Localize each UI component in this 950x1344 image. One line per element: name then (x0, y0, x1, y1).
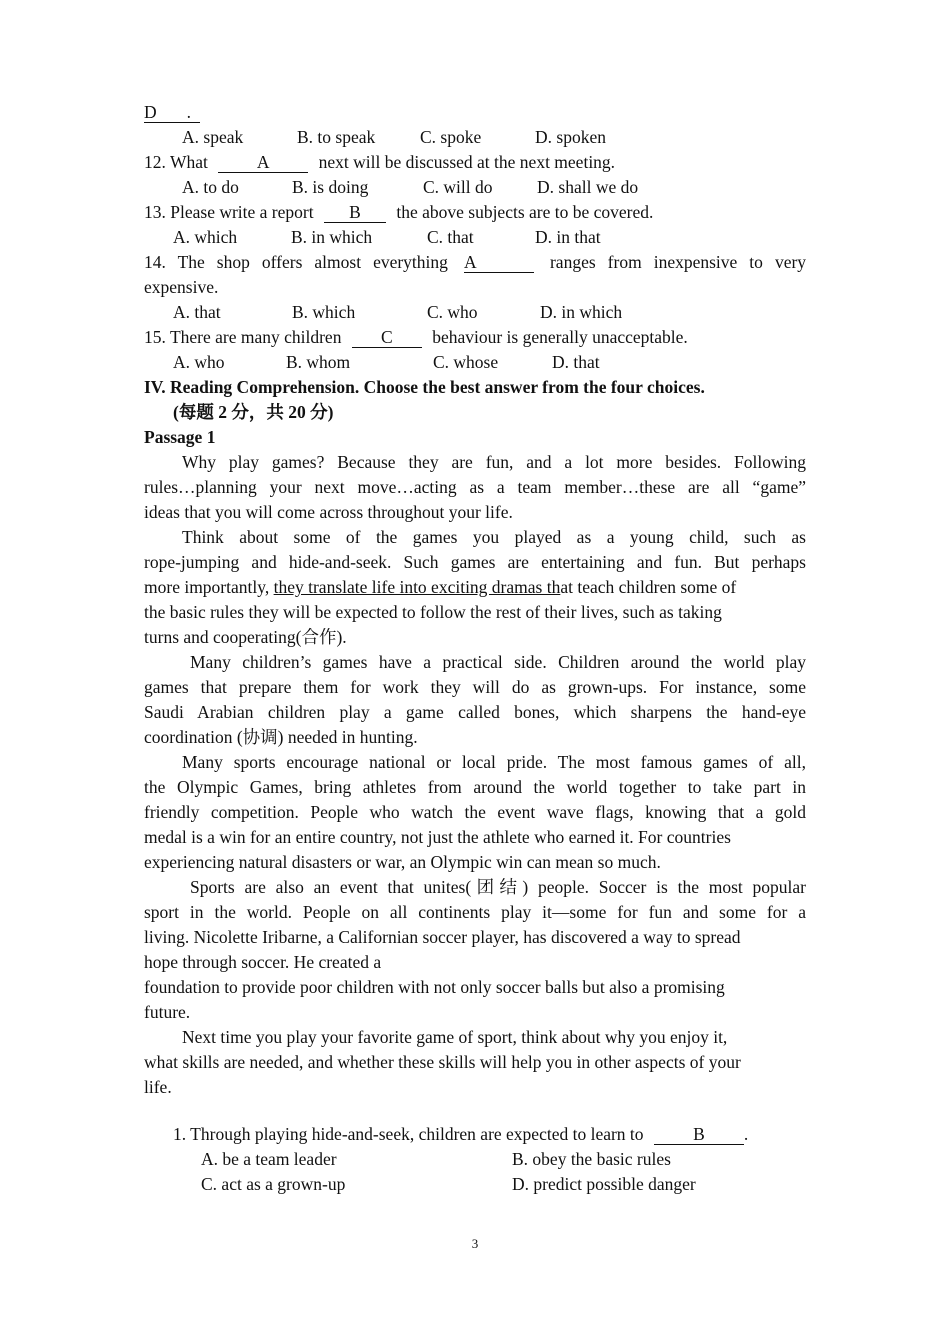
text-span: more importantly, (144, 577, 274, 597)
passage-line: friendly competition. People who watch the event wave flags, knowing that a gold (144, 802, 806, 822)
passage-line: Think about some of the games you played as a young child, such as (182, 527, 806, 547)
question-text: Please write a report (170, 202, 314, 222)
passage-line: living. Nicolette Iribarne, a Californian soccer player, has discovered a way to spread (144, 927, 741, 947)
answer-blank: C (352, 327, 422, 348)
question-text: 1. Through playing hide-and-seek, children are expected to learn to (173, 1124, 644, 1144)
option: A. which (173, 227, 238, 247)
passage-line: sport in the world. People on all continents play it—some for fun and some for a (144, 902, 806, 922)
passage-line: coordination (协调) needed in hunting. (144, 727, 418, 747)
option: C. act as a grown-up (201, 1174, 346, 1194)
passage-line: life. (144, 1077, 172, 1097)
question-text: The shop offers almost everything (177, 252, 448, 272)
option: B. is doing (292, 177, 369, 197)
section-heading: IV. Reading Comprehension. Choose the best answer from the four choices. (144, 377, 705, 397)
q11-answer-line (144, 100, 200, 125)
option: B. in which (291, 227, 373, 247)
option: D. shall we do (537, 177, 639, 197)
option: A. that (173, 302, 221, 322)
answer-blank: A (218, 152, 308, 173)
answer-blank: B (324, 202, 386, 223)
passage-line (144, 575, 736, 600)
option: B. which (292, 302, 356, 322)
passage-line: Sports are also an event that unites(团结) people. Soccer is the most popular (190, 877, 806, 897)
passage-line: Many children’s games have a practical side. Children around the world play (190, 652, 806, 672)
option: D. in which (540, 302, 623, 322)
answer-blank: A (464, 252, 534, 273)
passage-line: what skills are needed, and whether these skills will help you in other aspects of your (144, 1052, 741, 1072)
passage-line: Saudi Arabian children play a game called bones, which sharpens the hand-eye (144, 702, 806, 722)
question-text: What (169, 152, 208, 172)
passage-line: hope through soccer. He created a (144, 952, 382, 972)
question-15 (144, 325, 688, 350)
option: A. who (173, 352, 225, 372)
option: C. that (427, 227, 474, 247)
question-14-continuation: expensive. (144, 277, 219, 297)
question-14 (144, 250, 806, 275)
passage-line: the basic rules they will be expected to follow the rest of their lives, such as taking (144, 602, 722, 622)
rc-question-1 (173, 1122, 748, 1147)
question-number: 14. (144, 252, 166, 272)
option: A. be a team leader (201, 1149, 337, 1169)
option: C. who (427, 302, 478, 322)
question-text: behaviour is generally unacceptable. (432, 327, 688, 347)
question-text: the above subjects are to be covered. (396, 202, 654, 222)
passage-line: Why play games? Because they are fun, and a lot more besides. Following (182, 452, 806, 472)
passage-line: rope-jumping and hide-and-seek. Such games are entertaining and fun. But perhaps (144, 552, 806, 572)
passage-title: Passage 1 (144, 427, 216, 447)
passage-line: turns and cooperating(合作). (144, 627, 347, 647)
text-span: at teach children some of (560, 577, 737, 597)
question-text: next will be discussed at the next meeting. (318, 152, 616, 172)
option: D. in that (535, 227, 601, 247)
option: D. that (552, 352, 600, 372)
question-number: 12. (144, 152, 166, 172)
question-number: 13. (144, 202, 166, 222)
question-12 (144, 150, 615, 175)
passage-line: rules…planning your next move…acting as a team member…these are all “game” (144, 477, 806, 497)
text-span: . (743, 1124, 749, 1144)
question-number: 15. (144, 327, 166, 347)
passage-line: medal is a win for an entire country, not just the athlete who earned it. For countries (144, 827, 731, 847)
passage-line: experiencing natural disasters or war, an Olympic win can mean so much. (144, 852, 661, 872)
option: D. predict possible danger (512, 1174, 696, 1194)
question-13 (144, 200, 653, 225)
question-text: ranges from inexpensive to very (549, 252, 807, 272)
option: C. spoke (420, 127, 482, 147)
passage-line: games that prepare them for work they will do as grown-ups. For instance, some (144, 677, 806, 697)
option: B. whom (286, 352, 351, 372)
passage-line: ideas that you will come across throughout your life. (144, 502, 513, 522)
passage-line: Many sports encourage national or local pride. The most famous games of all, (182, 752, 806, 772)
option: A. speak (182, 127, 244, 147)
option: C. will do (423, 177, 493, 197)
question-text: There are many children (169, 327, 342, 347)
passage-line: Next time you play your favorite game of sport, think about why you enjoy it, (182, 1027, 728, 1047)
option: C. whose (433, 352, 499, 372)
passage-line: future. (144, 1002, 191, 1022)
answer-blank: B (654, 1124, 744, 1145)
option: B. obey the basic rules (512, 1149, 671, 1169)
option: D. spoken (535, 127, 606, 147)
option: B. to speak (297, 127, 376, 147)
passage-line: the Olympic Games, bring athletes from around the world together to take part in (144, 777, 806, 797)
option: A. to do (182, 177, 239, 197)
page-number: 3 (471, 1236, 479, 1251)
answer-blank: D . (144, 102, 200, 123)
section-score: (每题 2 分，共 20 分) (173, 402, 334, 422)
passage-line: foundation to provide poor children with not only soccer balls but also a promising (144, 977, 725, 997)
underlined-phrase: they translate life into exciting dramas th (273, 577, 561, 597)
